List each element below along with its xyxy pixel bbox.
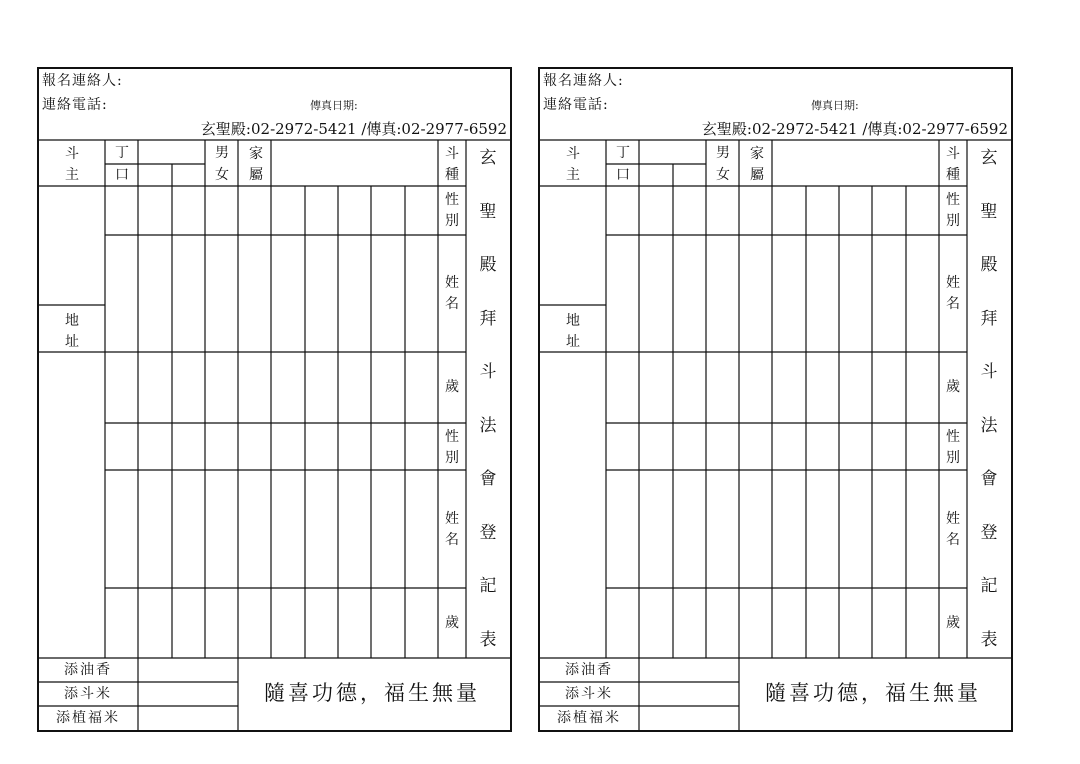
contact-phone-label: 連絡電話: bbox=[543, 97, 609, 113]
blessing-text: 隨喜功德，福生無量 bbox=[264, 681, 480, 705]
dou-rice-label: 添斗米 bbox=[64, 686, 112, 702]
male-label: 男 bbox=[215, 145, 229, 161]
gender-label: 性 別 bbox=[946, 429, 960, 466]
kou-label: 口 bbox=[616, 167, 630, 183]
male-label: 男 bbox=[716, 145, 730, 161]
form-grid bbox=[38, 68, 511, 731]
oil-incense-label: 添油香 bbox=[64, 662, 112, 678]
contact-person-label: 報名連絡人: bbox=[543, 73, 624, 89]
blessing-rice-label: 添植福米 bbox=[56, 710, 120, 726]
name-label: 姓 名 bbox=[445, 275, 459, 312]
gender-label: 性 別 bbox=[445, 192, 459, 229]
name-label: 姓 名 bbox=[445, 511, 459, 548]
dou-type-label: 斗 種 bbox=[946, 146, 960, 183]
age-label: 歲 bbox=[445, 379, 459, 395]
dou-rice-label: 添斗米 bbox=[565, 686, 613, 702]
name-label: 姓 名 bbox=[946, 275, 960, 312]
form-title: 玄 聖 殿 拜 斗 法 會 登 記 表 bbox=[479, 148, 497, 650]
name-label: 姓 名 bbox=[946, 511, 960, 548]
ding-label: 丁 bbox=[616, 145, 630, 161]
contact-person-label: 報名連絡人: bbox=[42, 73, 123, 89]
family-label: 家 屬 bbox=[750, 146, 764, 183]
gender-label: 性 別 bbox=[445, 429, 459, 466]
oil-incense-label: 添油香 bbox=[565, 662, 613, 678]
dou-type-label: 斗 種 bbox=[445, 146, 459, 183]
fax-date-label: 傳真日期: bbox=[310, 99, 358, 112]
address-label: 地 址 bbox=[566, 313, 580, 350]
female-label: 女 bbox=[716, 167, 730, 183]
temple-phone-fax: 玄聖殿:02-2972-5421 /傳真:02-2977-6592 bbox=[200, 120, 507, 138]
address-label: 地 址 bbox=[65, 313, 79, 350]
temple-phone-fax: 玄聖殿:02-2972-5421 /傳真:02-2977-6592 bbox=[701, 120, 1008, 138]
registration-form bbox=[539, 68, 1012, 731]
age-label: 歲 bbox=[946, 379, 960, 395]
blessing-text: 隨喜功德，福生無量 bbox=[765, 681, 981, 705]
fax-date-label: 傳真日期: bbox=[811, 99, 859, 112]
family-label: 家 屬 bbox=[249, 146, 263, 183]
ding-label: 丁 bbox=[115, 145, 129, 161]
female-label: 女 bbox=[215, 167, 229, 183]
kou-label: 口 bbox=[115, 167, 129, 183]
head-of-household-label: 斗 主 bbox=[566, 146, 580, 183]
age-label: 歲 bbox=[445, 615, 459, 631]
head-of-household-label: 斗 主 bbox=[65, 146, 79, 183]
age-label: 歲 bbox=[946, 615, 960, 631]
form-grid bbox=[539, 68, 1012, 731]
blessing-rice-label: 添植福米 bbox=[557, 710, 621, 726]
form-title: 玄 聖 殿 拜 斗 法 會 登 記 表 bbox=[980, 148, 998, 650]
gender-label: 性 別 bbox=[946, 192, 960, 229]
registration-form bbox=[38, 68, 511, 731]
contact-phone-label: 連絡電話: bbox=[42, 97, 108, 113]
